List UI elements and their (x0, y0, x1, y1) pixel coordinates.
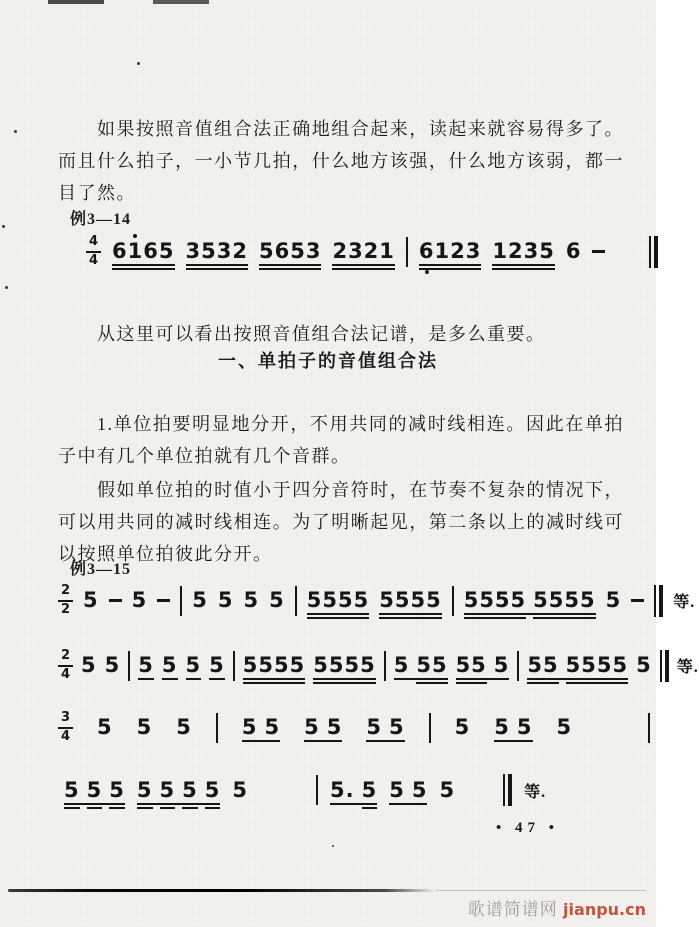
beam-line (492, 264, 554, 266)
beam-line (464, 617, 526, 619)
final-barline (654, 585, 663, 617)
note: 5 (160, 780, 176, 801)
note: 5653 (259, 241, 321, 262)
time-signature-top: 2 (58, 584, 73, 602)
note: 5 (192, 588, 208, 613)
beam-line (362, 807, 378, 809)
beam-line (64, 807, 80, 809)
barline (648, 713, 650, 743)
beam-line (182, 807, 198, 809)
note-digit: 1 (434, 239, 451, 264)
beam-line (307, 613, 369, 615)
beam-line (332, 268, 394, 270)
note-digit: 3 (465, 239, 482, 264)
etc-label: 等. (676, 659, 699, 677)
beam-line (259, 264, 321, 266)
scan-artifact-line (8, 889, 436, 892)
beam-line (64, 803, 125, 805)
section-heading: 一、单拍子的音值组合法 (218, 351, 438, 371)
music-example-3-15-line-1 (58, 584, 695, 618)
beam-group (389, 777, 428, 802)
note-digit: 6 (143, 239, 159, 264)
note: 5 (411, 777, 428, 802)
note: 5 (516, 715, 533, 740)
beam-line (492, 268, 554, 270)
note: 5 (243, 588, 260, 613)
final-barline (660, 650, 669, 682)
note: 55 (456, 655, 487, 676)
time-signature (58, 711, 73, 745)
scan-speck (5, 286, 8, 289)
music-example-3-15-line-2 (58, 649, 699, 683)
note-digit: 6 (112, 239, 128, 264)
beam-line (456, 678, 510, 680)
note: 55 (416, 655, 447, 676)
beam-line (138, 678, 154, 680)
example-3-14-label: 例3—14 (70, 211, 132, 228)
paragraph-1: 如果按照音值组合法正确地组合起来，读起来就容易得多了。而且什么拍子，一小节几拍，什么地方该强，什么地方该弱，都一目了然。 (58, 119, 624, 203)
octave-dot-below (425, 270, 429, 274)
scan-artifact-top-bar-1 (48, 0, 104, 4)
note: 5 (137, 780, 153, 801)
note: 5 (389, 715, 405, 740)
example-3-15-label: 例3—15 (70, 561, 132, 578)
beam-group (464, 590, 596, 611)
note: 5 (605, 588, 622, 613)
note: 5555 (313, 655, 375, 676)
note: 5555 (566, 655, 628, 676)
beam-line (330, 803, 377, 805)
final-barline (649, 236, 658, 268)
dash-note (109, 599, 122, 602)
beam-group (527, 655, 628, 676)
beam-line (205, 807, 221, 809)
beam-line (394, 678, 448, 680)
beam-line (366, 740, 404, 742)
beam-line (242, 740, 280, 742)
beam-line (186, 264, 248, 266)
dash-note (631, 599, 644, 602)
note: 5 (362, 780, 378, 801)
note: 5 (104, 653, 121, 678)
music-example-3-15-line-3 (58, 711, 650, 745)
beam-line (112, 264, 175, 266)
beam-group (136, 777, 221, 802)
note: 5 (109, 780, 125, 801)
barline (517, 651, 519, 681)
beam-line (160, 807, 176, 809)
scan-artifact-top-bar-2 (153, 0, 209, 4)
beam-line (456, 682, 487, 684)
scan-speck (14, 130, 17, 133)
barline (128, 651, 130, 681)
beam-line (186, 268, 248, 270)
note (419, 241, 482, 262)
note: 5 (97, 715, 113, 740)
note: 5 (269, 588, 285, 613)
note: 5555 (307, 590, 369, 611)
beam-line (332, 264, 394, 266)
beam-line (464, 613, 596, 615)
note-digit: 6 (419, 241, 435, 262)
scan-speck (137, 62, 140, 65)
beam-line (87, 807, 103, 809)
note: 5 (205, 780, 221, 801)
barline (384, 651, 386, 681)
beam-line (243, 682, 305, 684)
beam-line (379, 617, 441, 619)
paragraph-4: 假如单位拍的时值小于四分音符时，在节奏不复杂的情况下，可以用共同的减时线相连。为了明晰起见，第二条以上的减时线可以按照单位拍彼此分开。 (58, 480, 624, 564)
note-digit: 2 (450, 239, 466, 264)
beam-group (304, 717, 342, 738)
beam-group (394, 655, 448, 676)
barline (216, 713, 218, 743)
beam-line (112, 268, 175, 270)
note: 5 (138, 655, 154, 676)
note: 5 (636, 653, 652, 678)
note: 3532 (186, 241, 248, 262)
beam-group (456, 655, 510, 676)
time-signature-top: 3 (58, 711, 73, 729)
note: 5 (393, 653, 410, 678)
note: 5 (366, 715, 383, 740)
beam-line (313, 682, 375, 684)
barline (406, 237, 408, 267)
beam-line (209, 678, 225, 680)
note: 5 (304, 715, 320, 740)
beam-group (64, 777, 125, 802)
note: 5555 (379, 590, 441, 611)
beam-line (419, 264, 482, 266)
octave-dot-above (133, 234, 137, 238)
beam-group (330, 777, 378, 802)
note: 1235 (492, 241, 554, 262)
note: 5 (217, 588, 234, 613)
note: 5 (264, 715, 281, 740)
note: 5 (556, 715, 573, 740)
note: 5. (330, 777, 355, 802)
time-signature-bottom: 2 (61, 601, 71, 617)
note: 5 (162, 655, 178, 676)
note: 5 (131, 588, 148, 613)
time-signature-bottom: 4 (61, 666, 71, 682)
note: 5 (493, 653, 510, 678)
beam-line (527, 678, 628, 680)
note-digit: 5 (158, 239, 175, 264)
scan-speck (332, 845, 334, 847)
barline (316, 775, 318, 805)
barline (180, 586, 182, 616)
barline (295, 586, 297, 616)
note: 5 (494, 715, 510, 740)
beam-line (527, 682, 558, 684)
beam-line (137, 807, 153, 809)
watermark-domain: jianpu.cn (563, 900, 646, 919)
beam-line (186, 678, 202, 680)
time-signature (86, 235, 101, 269)
note: 5 (389, 777, 405, 802)
note: 5 (136, 715, 153, 740)
note: 5 (232, 777, 248, 802)
note: 5555 (533, 590, 595, 611)
scan-speck (2, 225, 5, 228)
note: 5 (326, 715, 343, 740)
page-number: • 47 • (496, 820, 560, 836)
note: 5 (439, 777, 456, 802)
beam-group (366, 717, 404, 738)
beam-line (389, 803, 427, 805)
beam-line (162, 678, 178, 680)
note: 5 (64, 780, 80, 801)
watermark-site-name: 歌谱简谱网 (467, 900, 564, 919)
time-signature-top: 4 (86, 235, 101, 253)
beam-line (137, 803, 221, 805)
note: 5 (81, 653, 97, 678)
beam-line (379, 613, 441, 615)
beam-group (494, 717, 532, 738)
note: 5555 (243, 655, 305, 676)
note: 2321 (332, 241, 394, 262)
barline (429, 713, 431, 743)
note: 5 (241, 715, 258, 740)
time-signature-top: 2 (58, 649, 73, 667)
note: 5 (186, 655, 202, 676)
note: 5 (182, 780, 198, 801)
beam-group (242, 717, 280, 738)
scan-artifact-line-faint (436, 890, 646, 891)
beam-line (304, 740, 342, 742)
etc-label: 等. (673, 594, 696, 612)
note-digit: 1 (128, 241, 144, 262)
note: 5555 (464, 590, 526, 611)
note: 5 (454, 715, 471, 740)
beam-line (566, 682, 628, 684)
dash-note (157, 599, 170, 602)
note: 5 (176, 715, 192, 740)
final-barline (503, 774, 512, 806)
beam-line (419, 268, 482, 270)
watermark (468, 895, 646, 920)
note (112, 241, 175, 262)
paragraph-2: 从这里可以看出按照音值组合法记谱，是多么重要。 (97, 324, 546, 344)
time-signature (58, 584, 73, 618)
note: 5 (209, 655, 225, 676)
beam-line (313, 678, 375, 680)
dash-note (592, 250, 605, 253)
note: 6 (565, 239, 582, 264)
beam-line (243, 678, 305, 680)
music-example-3-15-line-4 (64, 774, 546, 806)
time-signature (58, 649, 73, 683)
beam-line (533, 617, 595, 619)
beam-line (259, 268, 321, 270)
time-signature-bottom: 4 (61, 728, 71, 744)
beam-line (416, 682, 447, 684)
barline (452, 586, 454, 616)
time-signature-bottom: 4 (89, 252, 99, 268)
beam-line (494, 740, 532, 742)
note: 55 (527, 655, 558, 676)
etc-label: 等. (524, 783, 547, 801)
barline (233, 651, 235, 681)
music-example-3-14 (86, 235, 658, 269)
paragraph-3: 1.单位拍要明显地分开，不用共同的减时线相连。因此在单拍子中有几个单位拍就有几个音群。 (58, 414, 624, 466)
beam-line (109, 807, 125, 809)
note: 5 (87, 780, 103, 801)
beam-line (307, 617, 369, 619)
note: 5 (83, 588, 99, 613)
